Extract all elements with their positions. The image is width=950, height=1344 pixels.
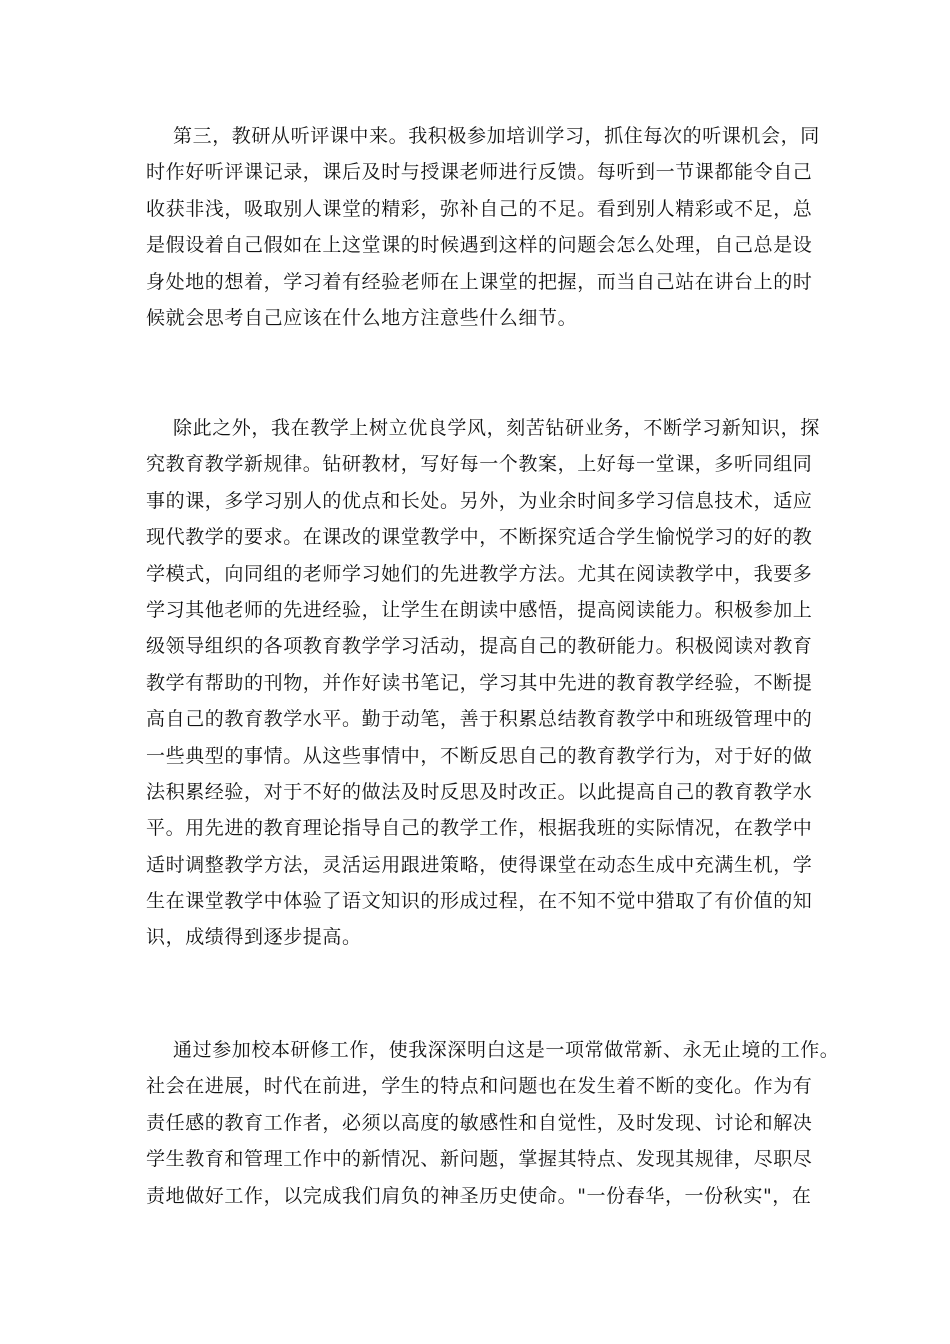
paragraph-school-research bbox=[146, 1032, 840, 1214]
paragraph-teaching-practice bbox=[146, 410, 826, 956]
text-line: 生在课堂教学中体验了语文知识的形成过程，在不知不觉中猎取了有价值的知 bbox=[146, 890, 813, 913]
text-line: 法积累经验，对于不好的做法及时反思及时改正。以此提高自己的教育教学水 bbox=[146, 780, 813, 803]
text-line: 除此之外，我在教学上树立优良学风，刻苦钻研业务，不断学习新知识，探 bbox=[173, 417, 820, 439]
text-line: 高自己的教育教学水平。勤于动笔，善于积累总结教育教学中和班级管理中的 bbox=[146, 708, 813, 731]
text-line: 责地做好工作，以完成我们肩负的神圣历史使命。"一份春华，一份秋实"，在 bbox=[146, 1184, 812, 1207]
text-line: 事的课，多学习别人的优点和长处。另外，为业余时间多学习信息技术，适应 bbox=[146, 489, 813, 512]
text-line: 时作好听评课记录，课后及时与授课老师进行反馈。每听到一节课都能令自己 bbox=[146, 161, 813, 184]
text-line: 适时调整教学方法，灵活运用跟进策略，使得课堂在动态生成中充满生机，学 bbox=[146, 853, 813, 876]
text-line: 识，成绩得到逐步提高。 bbox=[146, 926, 362, 949]
text-line: 现代教学的要求。在课改的课堂教学中，不断探究适合学生愉悦学习的好的教 bbox=[146, 526, 813, 549]
text-line: 学生教育和管理工作中的新情况、新问题，掌握其特点、发现其规律，尽职尽 bbox=[146, 1148, 813, 1171]
text-line: 责任感的教育工作者，必须以高度的敏感性和自觉性，及时发现、讨论和解决 bbox=[146, 1111, 813, 1134]
text-line: 通过参加校本研修工作，使我深深明白这是一项常做常新、永无止境的工作。 bbox=[173, 1039, 840, 1061]
text-line: 教学有帮助的刊物，并作好读书笔记，学习其中先进的教育教学经验，不断提 bbox=[146, 671, 813, 694]
text-line: 候就会思考自己应该在什么地方注意些什么细节。 bbox=[146, 306, 578, 329]
text-line: 第三，教研从听评课中来。我积极参加培训学习，抓住每次的听课机会，同 bbox=[173, 125, 820, 147]
text-line: 级领导组织的各项教育教学学习活动，提高自己的教研能力。积极阅读对教育 bbox=[146, 635, 813, 658]
text-line: 一些典型的事情。从这些事情中，不断反思自己的教育教学行为，对于好的做 bbox=[146, 744, 813, 767]
text-line: 社会在进展，时代在前进，学生的特点和问题也在发生着不断的变化。作为有 bbox=[146, 1075, 813, 1098]
text-line: 学模式，向同组的老师学习她们的先进教学方法。尤其在阅读教学中，我要多 bbox=[146, 562, 813, 585]
paragraph-teaching-research bbox=[146, 118, 826, 336]
text-line: 平。用先进的教育理论指导自己的教学工作，根据我班的实际情况，在教学中 bbox=[146, 817, 813, 840]
text-line: 身处地的想着，学习着有经验老师在上课堂的把握，而当自己站在讲台上的时 bbox=[146, 270, 813, 293]
text-line: 收获非浅，吸取别人课堂的精彩，弥补自己的不足。看到别人精彩或不足，总 bbox=[146, 197, 813, 220]
text-line: 究教育教学新规律。钻研教材，写好每一个教案，上好每一堂课，多听同组同 bbox=[146, 453, 813, 476]
text-line: 是假设着自己假如在上这堂课的时候遇到这样的问题会怎么处理，自己总是设 bbox=[146, 234, 813, 257]
text-line: 学习其他老师的先进经验，让学生在朗读中感悟，提高阅读能力。积极参加上 bbox=[146, 598, 813, 621]
